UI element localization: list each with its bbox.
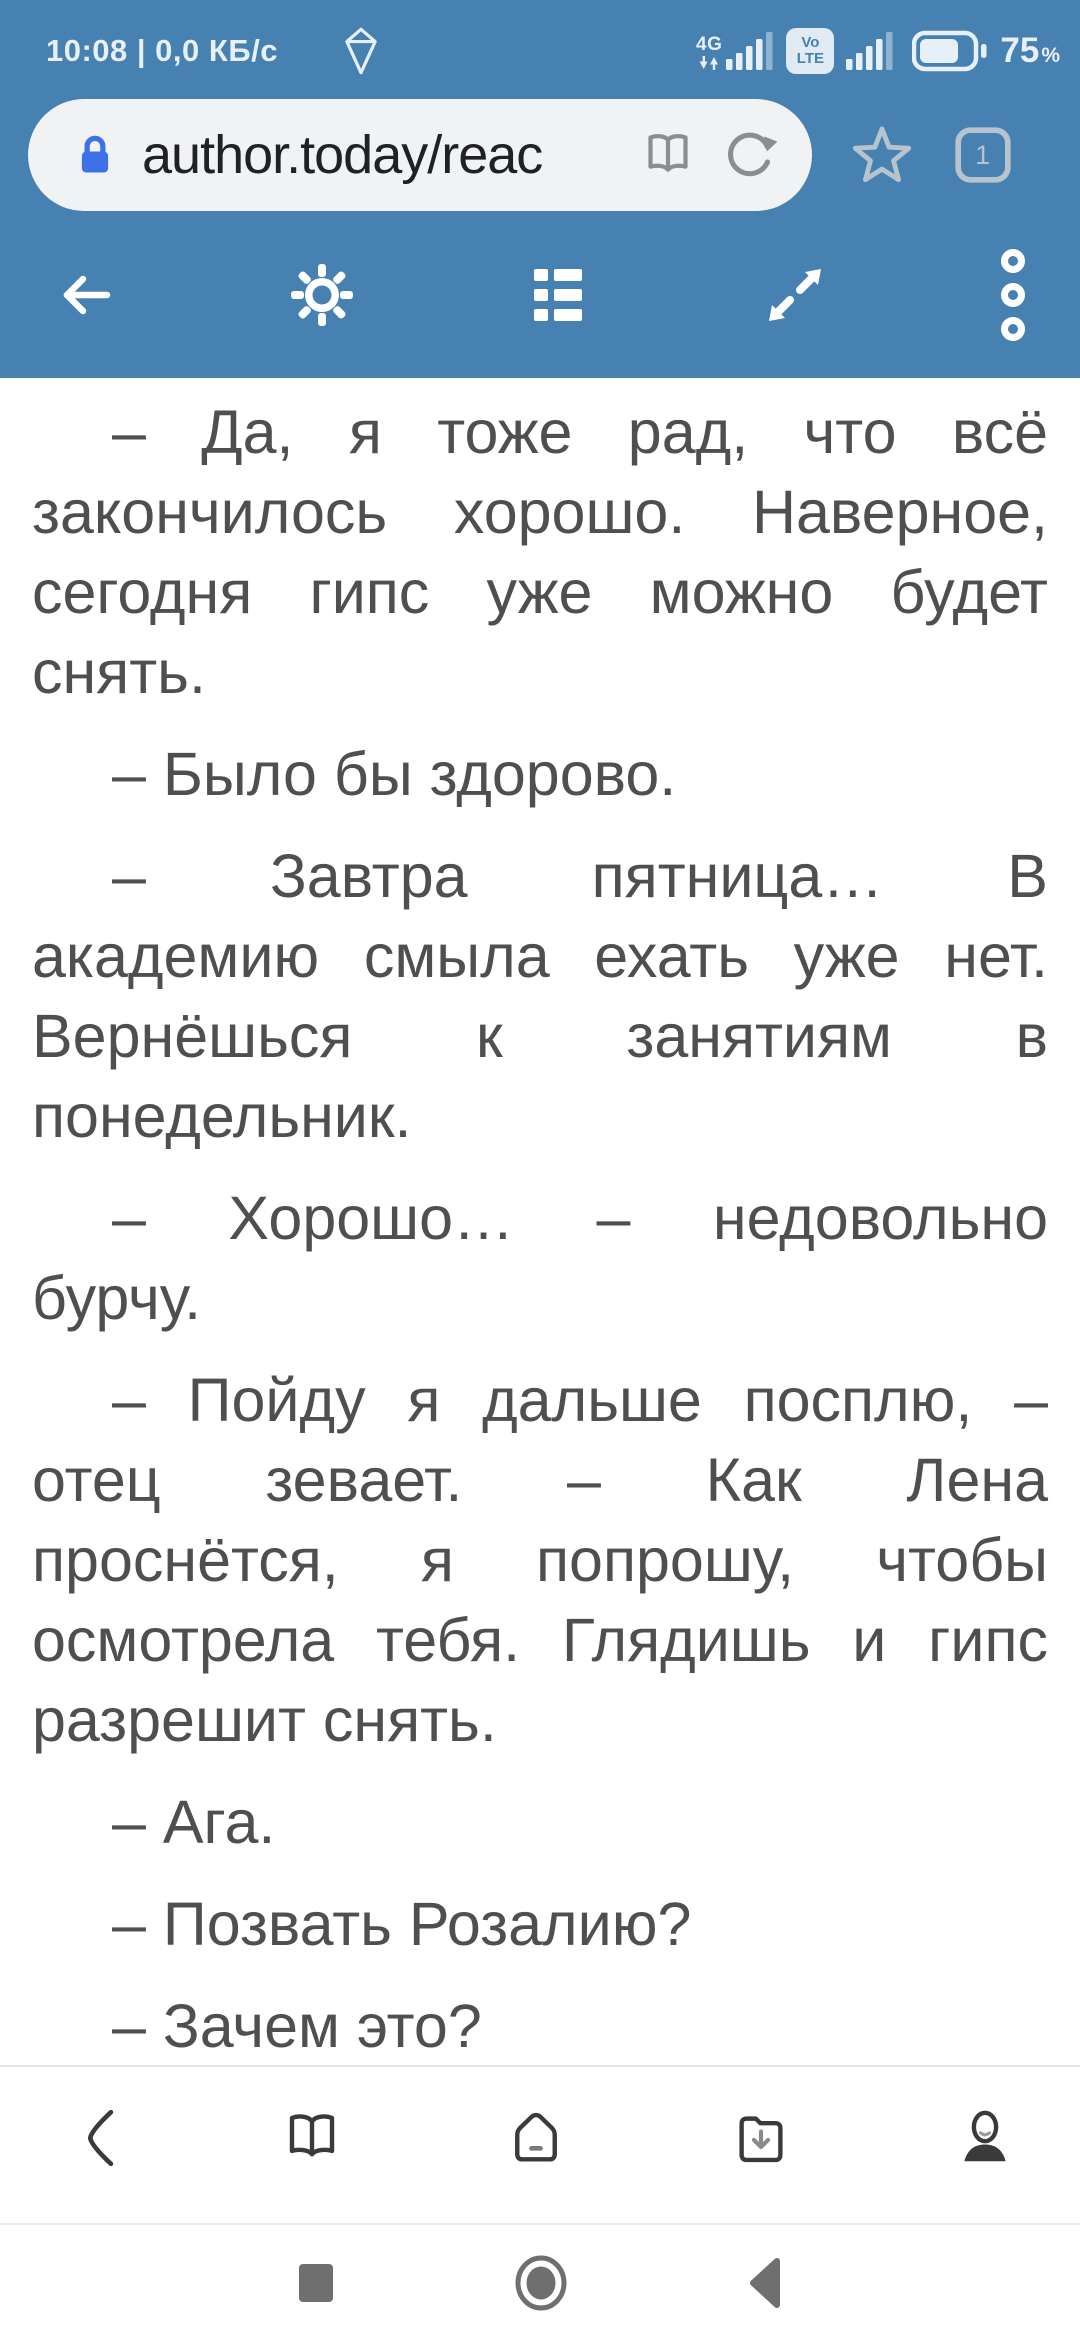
- browser-chrome: [0, 0, 1080, 378]
- settings-button[interactable]: [289, 262, 355, 328]
- text-line: – Пойду я дальше посплю, –: [112, 1366, 1048, 1434]
- status-left: [46, 26, 378, 76]
- refresh-icon[interactable]: [722, 127, 778, 183]
- battery-percent-number: 75: [1000, 31, 1040, 70]
- nav-back-button[interactable]: [78, 2107, 118, 2169]
- text-line: снять.: [32, 638, 206, 706]
- url-text[interactable]: author.today/reac: [142, 125, 543, 185]
- text-line: бурчу.: [32, 1264, 202, 1332]
- bookmarks-icon[interactable]: [640, 127, 696, 183]
- paragraph: [32, 734, 1048, 814]
- tab-count: 1: [975, 139, 991, 170]
- volte-badge: [786, 28, 834, 74]
- android-back-button[interactable]: [749, 2256, 781, 2310]
- data-arrows-icon: [699, 56, 719, 70]
- url-row: [0, 88, 1080, 222]
- battery-percent: [1000, 31, 1060, 71]
- text-line: понедельник.: [32, 1082, 412, 1150]
- star-bookmark-button[interactable]: [851, 124, 913, 186]
- text-line: Вернёшься к занятиям в: [32, 1002, 1048, 1070]
- address-bar[interactable]: [28, 99, 812, 211]
- text-line: академию смыла ехать уже нет.: [32, 922, 1048, 990]
- text-line: разрешит снять.: [32, 1686, 497, 1754]
- paragraph: [32, 1986, 1048, 2065]
- text-line: – Зачем это?: [112, 1992, 482, 2060]
- text-line: осмотрела тебя. Глядишь и гипс: [32, 1606, 1048, 1674]
- text-line: отец зевает. – Как Лена: [32, 1446, 1048, 1514]
- text-line: проснётся, я попрошу, чтобы: [32, 1526, 1048, 1594]
- text-line: – Было бы здорово.: [112, 740, 677, 808]
- signal-bars-icon: [726, 32, 774, 70]
- sim-gem-icon: [344, 26, 378, 76]
- signal-bars-2-icon: [846, 32, 894, 70]
- text-line: – Хорошо… – недовольно: [112, 1184, 1048, 1252]
- text-line: – Позвать Розалию?: [112, 1890, 692, 1958]
- back-button[interactable]: [52, 262, 118, 328]
- android-nav-bar: [0, 2223, 1080, 2340]
- overflow-menu-button[interactable]: [998, 248, 1028, 342]
- tab-counter-button[interactable]: [953, 125, 1013, 185]
- network-type-label: 4G: [696, 34, 723, 55]
- time-and-speed: 10:08 | 0,0 КБ/с: [46, 33, 278, 68]
- nav-profile-button[interactable]: [954, 2107, 1016, 2169]
- battery-icon: [912, 30, 988, 72]
- text-line: – Да, я тоже рад, что всё: [112, 398, 1048, 466]
- paragraph: [32, 392, 1048, 712]
- lock-icon[interactable]: [74, 131, 116, 179]
- volte-text-bottom: LTE: [796, 50, 824, 67]
- android-recents-button[interactable]: [299, 2264, 333, 2302]
- reader-toolbar: [0, 222, 1080, 378]
- reader-content[interactable]: [0, 378, 1080, 2065]
- text-line: закончилось хорошо. Наверное,: [32, 478, 1048, 546]
- text-line: – Завтра пятница… В: [112, 842, 1048, 910]
- signal-sim1: [696, 32, 774, 70]
- paragraph: [32, 1782, 1048, 1862]
- signal-meta: [696, 35, 722, 70]
- paragraph: [32, 836, 1048, 1156]
- volte-text-top: Vo: [801, 34, 820, 51]
- paragraph: [32, 1178, 1048, 1338]
- status-right: [696, 28, 1060, 74]
- table-of-contents-button[interactable]: [525, 262, 591, 328]
- fullscreen-button[interactable]: [762, 262, 828, 328]
- paragraph: [32, 1884, 1048, 1964]
- text-line: сегодня гипс уже можно будет: [32, 558, 1048, 626]
- nav-bookshelf-button[interactable]: [281, 2107, 343, 2169]
- status-bar: [0, 0, 1080, 88]
- android-home-button[interactable]: [515, 2255, 567, 2311]
- paragraph: [32, 1360, 1048, 1760]
- nav-downloads-button[interactable]: [730, 2107, 792, 2169]
- text-line: – Ага.: [112, 1788, 276, 1856]
- percent-sign: %: [1041, 44, 1060, 67]
- nav-home-button[interactable]: [505, 2107, 567, 2169]
- browser-bottom-nav: [0, 2065, 1080, 2223]
- chrome-side-actions: [812, 124, 1052, 186]
